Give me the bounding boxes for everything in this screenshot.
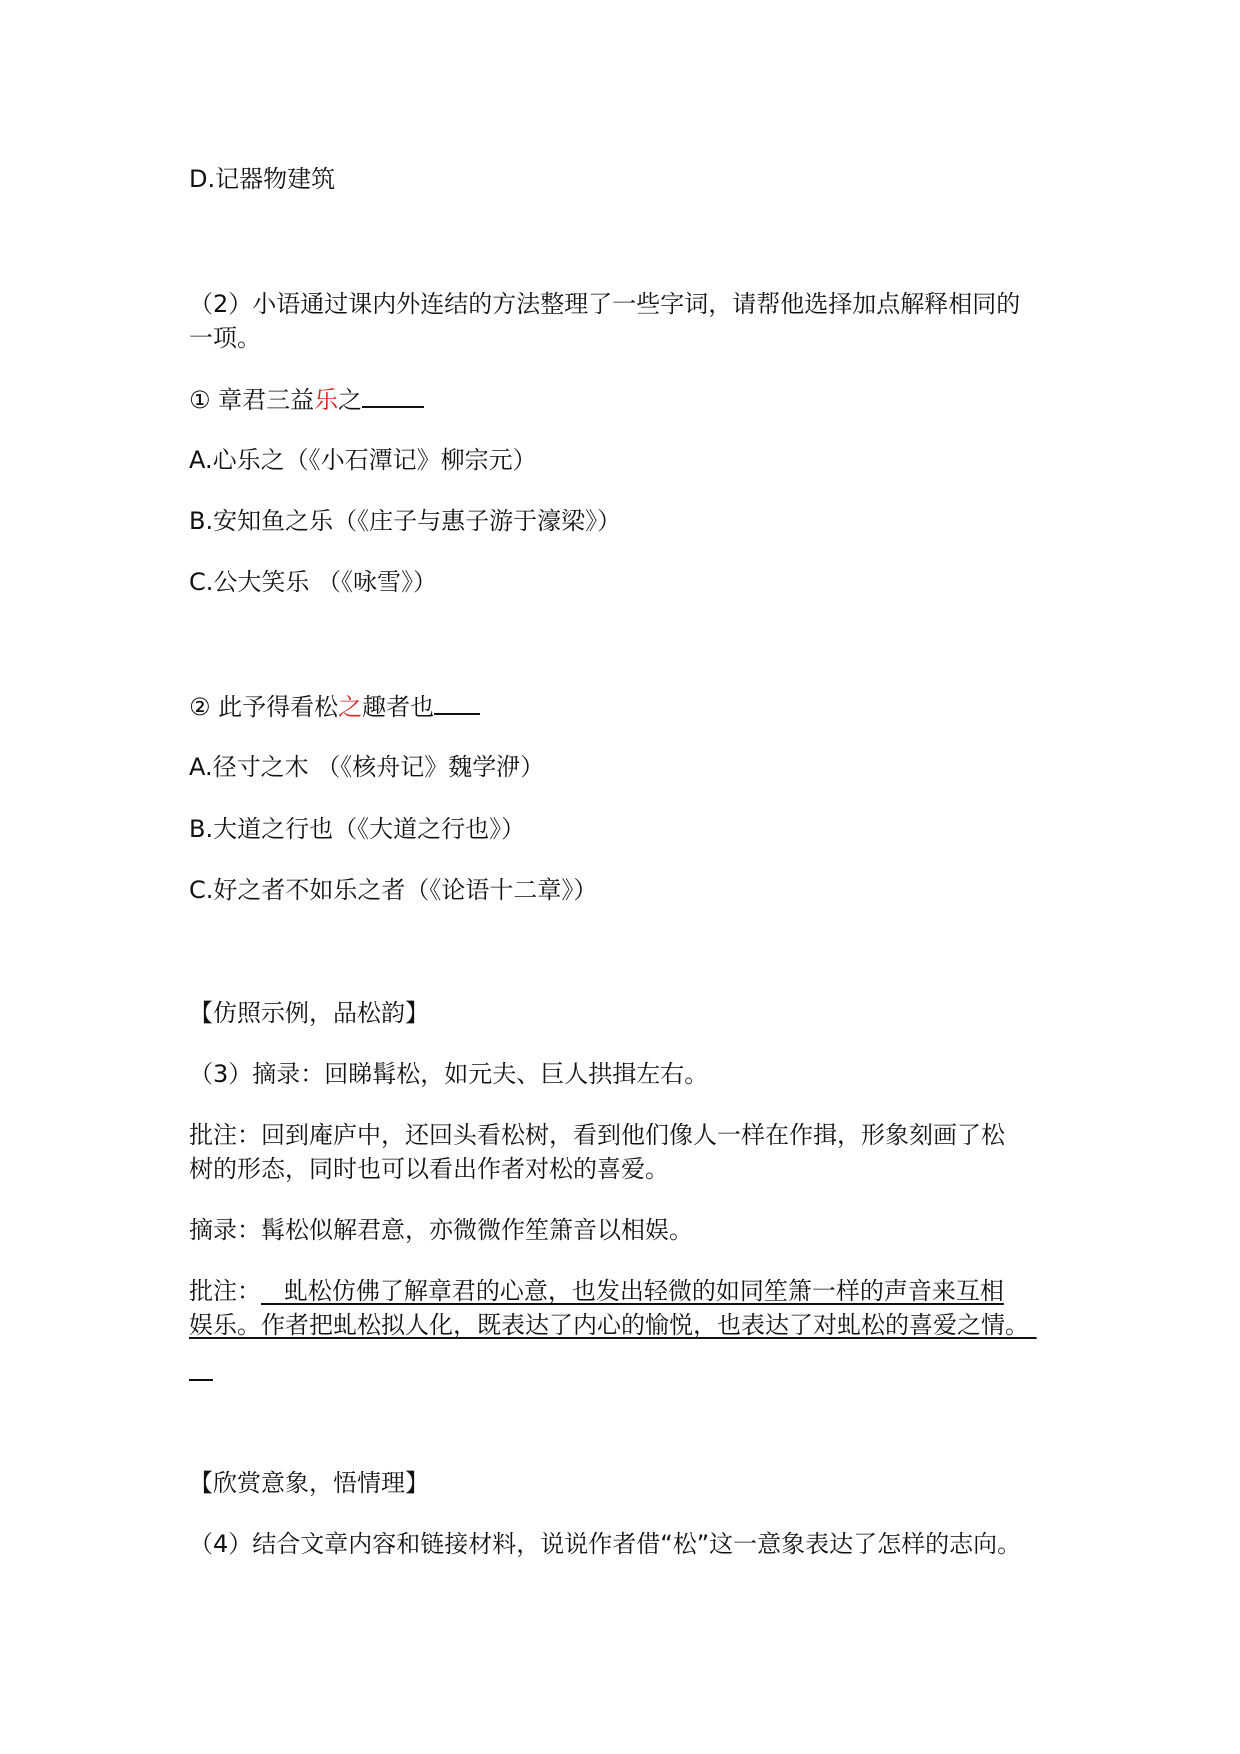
q2-item2-stem [189,689,1069,724]
item2-answer-blank[interactable] [434,689,480,715]
item2-option-a: A.径寸之木 （《核舟记》魏学洢） [189,753,545,781]
item2-prefix: ② 此予得看松 [189,693,339,721]
item2-suffix: 趣者也 [362,693,435,721]
section-appreciate-heading: 【欣赏意象，悟情理】 [189,1469,429,1497]
item1-suffix: 之 [338,386,363,414]
q1-option-d: D.记器物建筑 [189,165,336,193]
q2-title-line2: 一项。 [189,324,261,352]
item1-option-a: A.心乐之（《小石潭记》柳宗元） [189,446,537,474]
item2-highlight: 之 [338,693,363,721]
note2-answer-line1[interactable]: 虬松仿佛了解章君的心意，也发出轻微的如同笙箫一样的声音来互相 [261,1277,1004,1305]
excerpt2: 摘录：髯松似解君意，亦微微作笙箫音以相娱。 [189,1216,693,1244]
q2-title-line1: （2）小语通过课内外连结的方法整理了一些字词，请帮他选择加点解释相同的 [189,290,1021,318]
item1-option-c: C.公大笑乐 （《咏雪》） [189,568,438,596]
q2-item1-stem [189,382,1069,417]
item2-option-c: C.好之者不如乐之者（《论语十二章》） [189,876,598,904]
note2-line1 [189,1274,1069,1308]
note2-line2 [189,1308,1069,1342]
note2-answer-line2[interactable]: 娱乐。作者把虬松拟人化，既表达了内心的愉悦，也表达了对虬松的喜爱之情。 [189,1311,1037,1339]
note1-line2: 树的形态，同时也可以看出作者对松的喜爱。 [189,1155,669,1183]
q3-excerpt: （3）摘录：回睇髯松，如元夫、巨人拱揖左右。 [189,1060,709,1088]
item1-answer-blank[interactable] [362,382,424,408]
answer-end-dash [189,1379,213,1381]
note1-line1: 批注：回到庵庐中，还回头看松树，看到他们像人一样在作揖，形象刻画了松 [189,1121,1005,1149]
item1-prefix: ① 章君三益 [189,386,315,414]
section-imitate-heading: 【仿照示例，品松韵】 [189,999,429,1027]
item2-option-b: B.大道之行也（《大道之行也》） [189,815,526,843]
q4-prompt: （4）结合文章内容和链接材料，说说作者借“松”这一意象表达了怎样的志向。 [189,1530,1022,1558]
item1-highlight: 乐 [314,386,339,414]
note2-label: 批注： [189,1277,261,1305]
item1-option-b: B.安知鱼之乐（《庄子与惠子游于濠梁》） [189,507,622,535]
